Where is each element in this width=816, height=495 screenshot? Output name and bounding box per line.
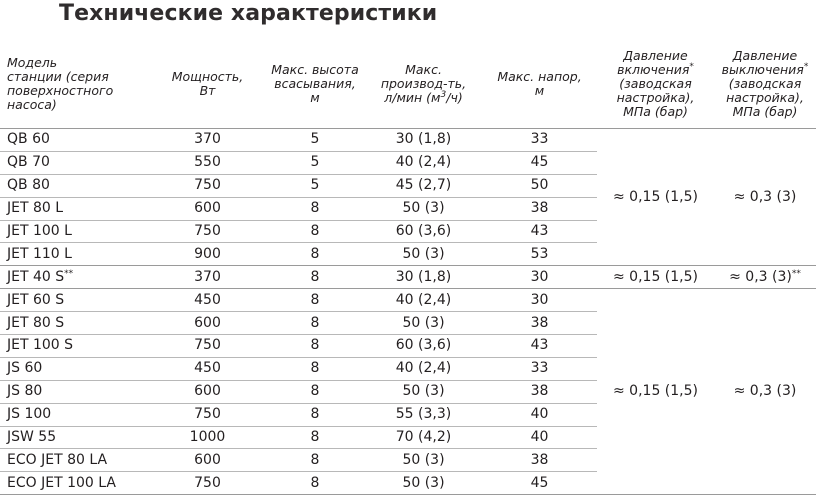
cell-power: 750 [194,474,221,491]
cell-power: 600 [194,451,221,468]
cell-flow: 50 (3) [402,451,445,468]
cell-head: 50 [530,177,549,194]
specs-table [0,40,816,495]
cell-model: JET 80 L [7,200,64,217]
cell-head: 38 [530,314,549,331]
cell-pressure-off: ≈ 0,3 (3)** [714,266,816,289]
cell-model: JS 80 [7,383,43,400]
header-row [0,40,816,129]
cell-power: 600 [194,314,221,331]
cell-head: 38 [530,200,549,217]
cell-head: 33 [530,360,549,377]
cell-head: 43 [530,337,549,354]
cell-head: 30 [530,291,549,308]
cell-pressure-off: ≈ 0,3 (3) [714,129,816,266]
cell-suction: 5 [310,154,320,171]
cell-power: 750 [194,337,221,354]
cell-flow: 40 (2,4) [395,360,452,377]
cell-suction: 8 [310,245,320,262]
cell-flow: 45 (2,7) [395,177,452,194]
cell-power: 370 [194,268,221,285]
cell-flow: 70 (4,2) [395,429,452,446]
cell-model: QB 60 [7,131,50,148]
table-body [0,129,816,495]
cell-flow: 50 (3) [402,383,445,400]
cell-model: JS 60 [7,360,43,377]
cell-suction: 8 [310,406,320,423]
cell-head: 45 [530,154,549,171]
cell-flow: 30 (1,8) [395,268,452,285]
col-header-model: Модель станции (серия поверхностного насоса) [7,55,114,112]
cell-power: 600 [194,383,221,400]
cell-power: 600 [194,200,221,217]
cell-model: JET 110 L [7,245,72,262]
col-header-head: Макс. напор, м [497,69,582,98]
cell-model: JET 80 S [7,314,65,331]
cell-flow: 50 (3) [402,245,445,262]
cell-power: 900 [194,245,221,262]
cell-flow: 40 (2,4) [395,291,452,308]
cell-head: 53 [530,245,549,262]
cell-suction: 8 [310,337,320,354]
cell-head: 40 [530,406,549,423]
cell-suction: 8 [310,223,320,239]
cell-suction: 8 [310,291,320,308]
cell-model: QB 80 [7,177,50,194]
cell-suction: 8 [310,200,320,217]
cell-model: QB 70 [7,154,50,171]
cell-pressure-on: ≈ 0,15 (1,5) [597,289,714,495]
cell-flow: 60 (3,6) [395,337,452,354]
cell-model: JET 100 S [7,337,74,354]
cell-flow: 40 (2,4) [395,154,452,171]
cell-model: JSW 55 [7,429,57,446]
cell-suction: 8 [310,451,320,468]
cell-suction: 8 [310,268,320,285]
cell-head: 38 [530,383,549,400]
cell-head: 30 [530,268,549,285]
table-row [0,266,816,289]
cell-flow: 50 (3) [402,474,445,491]
cell-suction: 8 [310,474,320,491]
cell-flow: 30 (1,8) [395,131,452,148]
col-header-power: Мощность, Вт [171,69,244,98]
col-header-pressure-on: Давление включения* (заводская настройка), МПа (бар) [616,48,695,119]
cell-power: 450 [194,360,221,377]
cell-power: 750 [194,406,221,423]
cell-flow: 60 (3,6) [395,223,452,239]
cell-suction: 8 [310,314,320,331]
cell-power: 1000 [189,429,226,446]
cell-suction: 8 [310,383,320,400]
cell-pressure-on: ≈ 0,15 (1,5) [597,266,714,289]
cell-flow: 55 (3,3) [395,406,452,423]
cell-model: JET 60 S [7,291,65,308]
cell-head: 40 [530,429,549,446]
cell-head: 45 [530,474,549,491]
cell-model: ECO JET 80 LA [7,451,108,468]
cell-model: JS 100 [7,406,52,423]
cell-suction: 8 [310,429,320,446]
col-header-suction: Макс. высота всасывания, м [271,62,359,105]
cell-suction: 5 [310,131,320,148]
col-header-pressure-off: Давление выключения* (заводская настройка), МПа (бар) [721,48,809,119]
table-row [0,129,816,152]
cell-head: 33 [530,131,549,148]
cell-power: 370 [194,131,221,148]
cell-flow: 50 (3) [402,314,445,331]
table-row [0,289,816,312]
page-title: Технические характеристики [59,1,438,26]
cell-power: 450 [194,291,221,308]
cell-head: 43 [530,223,549,239]
cell-suction: 8 [310,360,320,377]
col-header-flow: Макс. производ-ть, л/мин $(м^3/ч)$ [380,62,467,105]
cell-flow: 50 (3) [402,200,445,217]
cell-power: 750 [194,223,221,239]
cell-pressure-on: ≈ 0,15 (1,5) [597,129,714,266]
cell-model: JET 100 L [7,223,72,239]
cell-power: 750 [194,177,221,194]
cell-power: 550 [194,154,221,171]
cell-model: JET 40 S** [7,268,74,285]
cell-suction: 5 [310,177,320,194]
cell-model: ECO JET 100 LA [7,474,116,491]
cell-head: 38 [530,451,549,468]
cell-pressure-off: ≈ 0,3 (3) [714,289,816,495]
